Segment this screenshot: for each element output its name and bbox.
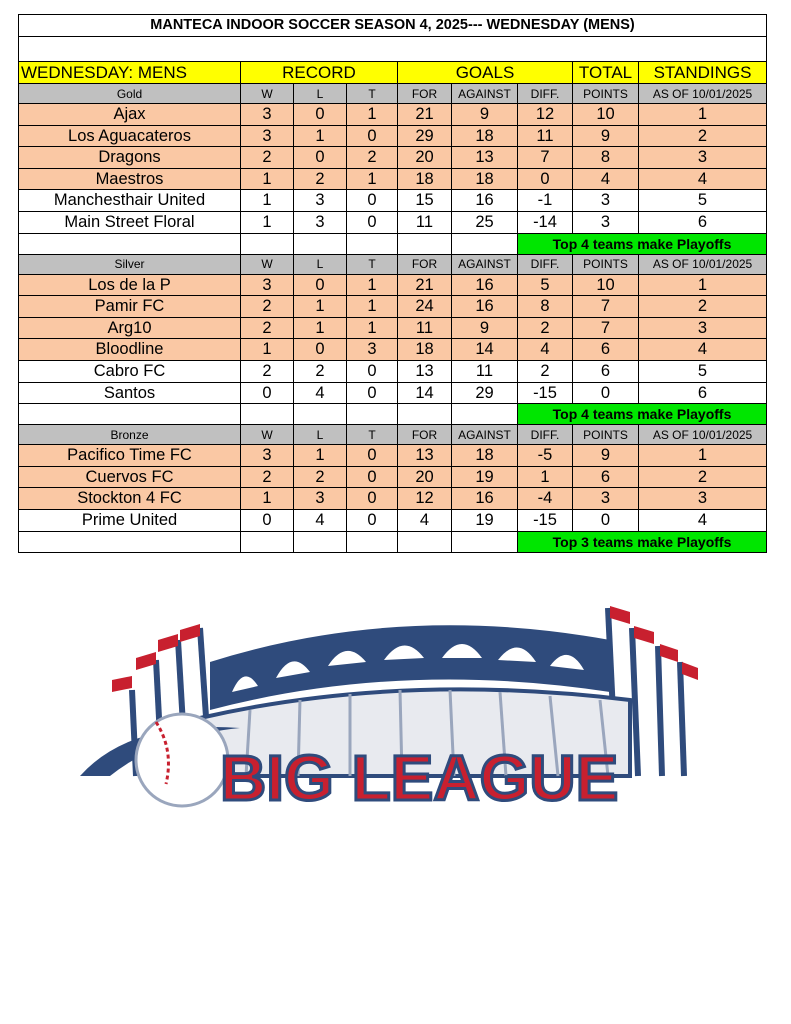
- team-points: 3: [573, 211, 639, 233]
- team-diff: 8: [518, 296, 573, 318]
- column-header-points: POINTS: [573, 254, 639, 274]
- team-l: 2: [294, 168, 347, 190]
- team-w: 0: [241, 382, 294, 404]
- footer-blank-cell: [241, 404, 294, 425]
- team-l: 4: [294, 509, 347, 531]
- footer-blank-cell: [241, 531, 294, 552]
- group-subheader-row: [19, 84, 767, 104]
- team-points: 9: [573, 445, 639, 467]
- team-l: 3: [294, 190, 347, 212]
- team-w: 2: [241, 317, 294, 339]
- team-rank: 4: [639, 339, 767, 361]
- column-header-l: L: [294, 254, 347, 274]
- column-header-w: W: [241, 254, 294, 274]
- column-header-l: L: [294, 84, 347, 104]
- team-rank: 3: [639, 147, 767, 169]
- team-against: 11: [452, 360, 518, 382]
- column-header-as-of: AS OF 10/01/2025: [639, 425, 767, 445]
- team-for: 11: [398, 211, 452, 233]
- team-diff: 2: [518, 317, 573, 339]
- team-diff: -14: [518, 211, 573, 233]
- team-rank: 1: [639, 274, 767, 296]
- team-points: 8: [573, 147, 639, 169]
- column-header-as-of: AS OF 10/01/2025: [639, 84, 767, 104]
- team-row: [19, 488, 767, 510]
- team-points: 10: [573, 104, 639, 126]
- playoff-note: Top 4 teams make Playoffs: [518, 404, 767, 425]
- team-for: 13: [398, 360, 452, 382]
- footer-blank-cell: [452, 531, 518, 552]
- team-w: 1: [241, 168, 294, 190]
- footer-blank-cell: [452, 404, 518, 425]
- team-name: Ajax: [19, 104, 241, 126]
- group-name: Silver: [19, 254, 241, 274]
- team-rank: 5: [639, 190, 767, 212]
- team-rank: 5: [639, 360, 767, 382]
- column-header-against: AGAINST: [452, 425, 518, 445]
- team-name: Arg10: [19, 317, 241, 339]
- team-diff: -1: [518, 190, 573, 212]
- team-l: 1: [294, 125, 347, 147]
- team-diff: 11: [518, 125, 573, 147]
- team-against: 16: [452, 296, 518, 318]
- logo-wordmark: BIG LEAGUE: [220, 742, 619, 814]
- team-w: 1: [241, 211, 294, 233]
- column-header-as-of: AS OF 10/01/2025: [639, 254, 767, 274]
- team-l: 1: [294, 317, 347, 339]
- footer-blank-cell: [294, 404, 347, 425]
- team-against: 29: [452, 382, 518, 404]
- column-header-points: POINTS: [573, 84, 639, 104]
- team-l: 4: [294, 382, 347, 404]
- team-for: 12: [398, 488, 452, 510]
- team-against: 16: [452, 274, 518, 296]
- column-header-for: FOR: [398, 84, 452, 104]
- footer-blank-cell: [398, 531, 452, 552]
- column-header-against: AGAINST: [452, 84, 518, 104]
- column-header-diff: DIFF.: [518, 425, 573, 445]
- team-for: 15: [398, 190, 452, 212]
- team-against: 14: [452, 339, 518, 361]
- column-header-t: T: [347, 254, 398, 274]
- group-name: Bronze: [19, 425, 241, 445]
- footer-blank-cell: [347, 233, 398, 254]
- team-rank: 1: [639, 445, 767, 467]
- team-name: Manchesthair United: [19, 190, 241, 212]
- team-l: 1: [294, 296, 347, 318]
- team-row: [19, 509, 767, 531]
- footer-blank-cell: [398, 404, 452, 425]
- team-against: 18: [452, 168, 518, 190]
- team-name: Pamir FC: [19, 296, 241, 318]
- column-header-t: T: [347, 84, 398, 104]
- blank-row: [19, 37, 767, 62]
- team-row: [19, 104, 767, 126]
- team-for: 14: [398, 382, 452, 404]
- team-t: 2: [347, 147, 398, 169]
- team-row: [19, 211, 767, 233]
- footer-blank-cell: [347, 531, 398, 552]
- team-diff: -5: [518, 445, 573, 467]
- team-against: 18: [452, 445, 518, 467]
- team-points: 9: [573, 125, 639, 147]
- footer-blank-cell: [19, 404, 241, 425]
- team-rank: 4: [639, 509, 767, 531]
- team-against: 16: [452, 190, 518, 212]
- column-header-against: AGAINST: [452, 254, 518, 274]
- team-t: 0: [347, 509, 398, 531]
- footer-blank-cell: [347, 404, 398, 425]
- team-t: 0: [347, 125, 398, 147]
- team-rank: 6: [639, 382, 767, 404]
- team-l: 3: [294, 488, 347, 510]
- team-diff: 7: [518, 147, 573, 169]
- team-diff: -4: [518, 488, 573, 510]
- team-t: 1: [347, 296, 398, 318]
- team-row: [19, 274, 767, 296]
- column-header-diff: DIFF.: [518, 84, 573, 104]
- team-w: 2: [241, 466, 294, 488]
- team-points: 7: [573, 317, 639, 339]
- team-t: 0: [347, 488, 398, 510]
- record-header: RECORD: [241, 62, 398, 84]
- team-against: 18: [452, 125, 518, 147]
- column-header-l: L: [294, 425, 347, 445]
- team-w: 1: [241, 488, 294, 510]
- team-t: 0: [347, 445, 398, 467]
- standings-table: [18, 14, 767, 553]
- footer-blank-cell: [294, 531, 347, 552]
- team-diff: 5: [518, 274, 573, 296]
- team-name: Dragons: [19, 147, 241, 169]
- blank-cell: [19, 37, 767, 62]
- team-name: Prime United: [19, 509, 241, 531]
- team-name: Main Street Floral: [19, 211, 241, 233]
- team-diff: 0: [518, 168, 573, 190]
- team-for: 29: [398, 125, 452, 147]
- team-t: 1: [347, 104, 398, 126]
- division-header: WEDNESDAY: MENS: [19, 62, 241, 84]
- team-points: 3: [573, 488, 639, 510]
- team-for: 4: [398, 509, 452, 531]
- team-points: 6: [573, 466, 639, 488]
- team-l: 0: [294, 147, 347, 169]
- team-row: [19, 147, 767, 169]
- team-w: 3: [241, 445, 294, 467]
- team-points: 6: [573, 360, 639, 382]
- footer-blank-cell: [398, 233, 452, 254]
- team-rank: 4: [639, 168, 767, 190]
- team-against: 16: [452, 488, 518, 510]
- team-t: 1: [347, 274, 398, 296]
- team-name: Bloodline: [19, 339, 241, 361]
- team-l: 1: [294, 445, 347, 467]
- team-row: [19, 125, 767, 147]
- column-header-diff: DIFF.: [518, 254, 573, 274]
- team-t: 0: [347, 360, 398, 382]
- team-name: Los Aguacateros: [19, 125, 241, 147]
- team-row: [19, 168, 767, 190]
- team-row: [19, 190, 767, 212]
- team-name: Stockton 4 FC: [19, 488, 241, 510]
- team-points: 10: [573, 274, 639, 296]
- team-l: 0: [294, 104, 347, 126]
- team-w: 2: [241, 296, 294, 318]
- footer-blank-cell: [294, 233, 347, 254]
- team-diff: 12: [518, 104, 573, 126]
- team-l: 0: [294, 274, 347, 296]
- team-points: 0: [573, 509, 639, 531]
- team-w: 1: [241, 190, 294, 212]
- team-for: 18: [398, 339, 452, 361]
- team-points: 4: [573, 168, 639, 190]
- team-l: 3: [294, 211, 347, 233]
- team-row: [19, 339, 767, 361]
- team-name: Pacifico Time FC: [19, 445, 241, 467]
- team-w: 0: [241, 509, 294, 531]
- table-title: MANTECA INDOOR SOCCER SEASON 4, 2025--- WEDNESDAY (MENS): [19, 15, 767, 37]
- team-rank: 3: [639, 317, 767, 339]
- team-diff: -15: [518, 509, 573, 531]
- team-against: 19: [452, 466, 518, 488]
- team-l: 2: [294, 466, 347, 488]
- team-l: 2: [294, 360, 347, 382]
- footer-blank-cell: [241, 233, 294, 254]
- team-for: 20: [398, 466, 452, 488]
- team-rank: 2: [639, 466, 767, 488]
- team-rank: 2: [639, 296, 767, 318]
- playoff-note: Top 4 teams make Playoffs: [518, 233, 767, 254]
- group-footer-row: [19, 531, 767, 552]
- team-w: 2: [241, 360, 294, 382]
- column-header-for: FOR: [398, 425, 452, 445]
- team-row: [19, 445, 767, 467]
- group-subheader-row: [19, 254, 767, 274]
- team-w: 3: [241, 104, 294, 126]
- team-diff: 2: [518, 360, 573, 382]
- team-w: 1: [241, 339, 294, 361]
- team-name: Cabro FC: [19, 360, 241, 382]
- column-header-t: T: [347, 425, 398, 445]
- footer-blank-cell: [19, 233, 241, 254]
- team-name: Maestros: [19, 168, 241, 190]
- team-for: 24: [398, 296, 452, 318]
- team-w: 3: [241, 274, 294, 296]
- team-rank: 6: [639, 211, 767, 233]
- team-for: 21: [398, 274, 452, 296]
- team-for: 20: [398, 147, 452, 169]
- goals-header: GOALS: [398, 62, 573, 84]
- team-t: 1: [347, 317, 398, 339]
- team-against: 13: [452, 147, 518, 169]
- footer-blank-cell: [452, 233, 518, 254]
- playoff-note: Top 3 teams make Playoffs: [518, 531, 767, 552]
- team-t: 0: [347, 211, 398, 233]
- team-row: [19, 466, 767, 488]
- footer-blank-cell: [19, 531, 241, 552]
- team-diff: 1: [518, 466, 573, 488]
- team-points: 3: [573, 190, 639, 212]
- team-t: 3: [347, 339, 398, 361]
- column-header-for: FOR: [398, 254, 452, 274]
- header-row: [19, 62, 767, 84]
- team-against: 25: [452, 211, 518, 233]
- standings-header: STANDINGS: [639, 62, 767, 84]
- team-t: 0: [347, 466, 398, 488]
- group-subheader-row: [19, 425, 767, 445]
- team-row: [19, 296, 767, 318]
- team-name: Los de la P: [19, 274, 241, 296]
- total-header: TOTAL: [573, 62, 639, 84]
- team-row: [19, 317, 767, 339]
- team-l: 0: [294, 339, 347, 361]
- team-name: Santos: [19, 382, 241, 404]
- team-row: [19, 360, 767, 382]
- team-t: 1: [347, 168, 398, 190]
- team-diff: -15: [518, 382, 573, 404]
- team-diff: 4: [518, 339, 573, 361]
- team-against: 9: [452, 317, 518, 339]
- team-points: 0: [573, 382, 639, 404]
- team-name: Cuervos FC: [19, 466, 241, 488]
- team-for: 21: [398, 104, 452, 126]
- team-points: 6: [573, 339, 639, 361]
- team-against: 19: [452, 509, 518, 531]
- group-footer-row: [19, 404, 767, 425]
- column-header-w: W: [241, 425, 294, 445]
- team-for: 13: [398, 445, 452, 467]
- column-header-points: POINTS: [573, 425, 639, 445]
- team-w: 3: [241, 125, 294, 147]
- title-row: [19, 15, 767, 37]
- team-points: 7: [573, 296, 639, 318]
- team-rank: 1: [639, 104, 767, 126]
- team-t: 0: [347, 190, 398, 212]
- column-header-w: W: [241, 84, 294, 104]
- team-for: 11: [398, 317, 452, 339]
- team-t: 0: [347, 382, 398, 404]
- group-footer-row: [19, 233, 767, 254]
- big-league-stadium-logo-icon: [70, 600, 710, 814]
- team-for: 18: [398, 168, 452, 190]
- team-against: 9: [452, 104, 518, 126]
- team-rank: 3: [639, 488, 767, 510]
- team-row: [19, 382, 767, 404]
- team-w: 2: [241, 147, 294, 169]
- group-name: Gold: [19, 84, 241, 104]
- team-rank: 2: [639, 125, 767, 147]
